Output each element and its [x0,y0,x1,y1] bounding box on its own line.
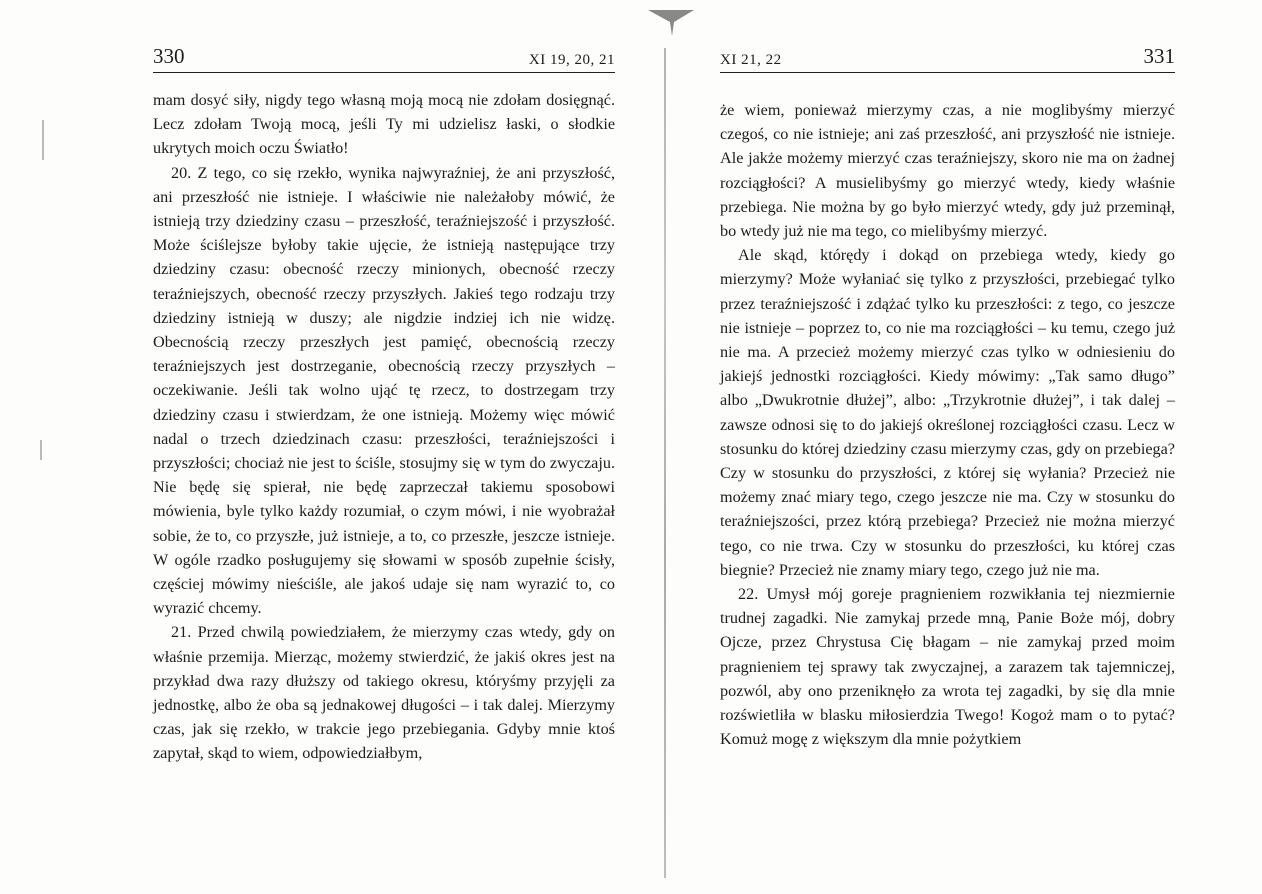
paragraph: mam dosyć siły, nigdy tego własną moją mocą nie zdołam dosięgnąć. Lecz zdołam Twoją mocą, jeśli Ty mi udzielisz łaski, o słodkie ukrytych moich oczu Światło! [153,91,615,158]
header-rule [153,72,615,73]
running-head: XI 19, 20, 21 [528,52,615,68]
scan-artifact [40,440,42,460]
left-page-body [153,88,615,766]
right-page-header [720,44,1175,74]
paragraph: Ale skąd, którędy i dokąd on przebiega wtedy, kiedy go mierzymy? Może wyłaniać się tylko z przyszłości, przebiegać tylko przez teraźniejszość i zdążać tylko ku przeszłości: z tego, co jeszcze nie istnieje – poprzez to, co nie ma rozciągłości – ku temu, czego już nie ma. A przecież możemy mierzyć czas tylko w odniesieniu do jakiejś jednostki rozciągłości. Kiedy mówimy: „Tak samo długo” albo „Dwukrotnie dłużej”, albo: „Trzykrotnie dłużej”, i tak dalej – zawsze odnosi się to do jakiejś określonej rozciągłości czasu. Lecz w stosunku do której dziedziny czasu mierzymy czas, gdy on przebiega? Czy w stosunku do przyszłości, z której się wyłania? Przecież nie możemy znać miary tego, czego jeszcze nie ma. Czy w stosunku do teraźniejszości, przez którą przebiega? Przecież nie można mierzyć tego, co nie trwa. Czy w stosunku do przeszłości, ku której czas biegnie? Przecież nie znamy miary tego, czego już nie ma. [720,246,1175,579]
running-head: XI 21, 22 [720,52,782,68]
left-page-header [153,44,615,74]
scan-artifact [42,120,44,160]
page-number: 330 [153,44,185,68]
binding-mark [646,8,696,38]
page-number: 331 [1143,44,1175,68]
right-page-body [720,98,1175,751]
paragraph: 22. Umysł mój goreje pragnieniem rozwikłania tej niezmiernie trudnej zagadki. Nie zamykaj przede mną, Panie Boże mój, dobry Ojcze, przez Chrystusa Cię błagam – nie zamykaj przed moim pragnieniem tej sprawy tak zwyczajnej, a zarazem tak tajemniczej, pozwól, aby ono przeniknęło za wrota tej zagadki, by się dla mnie rozświetliła w blasku miłosierdzia Twego! Kogoż mam o to pytać? Komuż mogę z większym dla mnie pożytkiem [720,585,1175,749]
header-rule [720,72,1175,73]
paragraph: 21. Przed chwilą powiedziałem, że mierzymy czas wtedy, gdy on właśnie przemija. Mierząc, możemy stwierdzić, że jakiś okres jest na przykład dwa razy dłuższy od takiego okresu, któryśmy przyjęli za jednostkę, albo że oba są jednakowej długości – i tak dalej. Mierzymy czas, jak się rzekło, w trakcie jego przebiegania. Gdyby mnie ktoś zapytał, skąd to wiem, odpowiedziałbym, [153,623,615,763]
paragraph: 20. Z tego, co się rzekło, wynika najwyraźniej, że ani przyszłość, ani przeszłość nie istnieje. I właściwie nie należałoby mówić, że istnieją trzy dziedziny czasu – przeszłość, teraźniejszość i przyszłość. Może ściślejsze byłoby takie ujęcie, że istnieją następujące trzy dziedziny czasu: obecność rzeczy minionych, obecność rzeczy teraźniejszych, obecność rzeczy przyszłych. Jakieś tego rodzaju trzy dziedziny istnieją w duszy; ale nigdzie indziej ich nie widzę. Obecnością rzeczy przeszłych jest pamięć, obecnością rzeczy teraźniejszych jest dostrzeganie, obecnością rzeczy przyszłych – oczekiwanie. Jeśli tak wolno ująć tę rzecz, to dostrzegam trzy dziedziny czasu i stwierdzam, że one istnieją. Możemy więc mówić nadal o trzech dziedzinach czasu: przeszłości, teraźniejszości i przyszłości; chociaż nie jest to ściśle, stosujmy się w tym do zwyczaju. Nie będę się spierał, nie będę zaprzeczał takiemu sposobowi mówienia, byle tylko każdy rozumiał, o czym mówi, i nie wyobrażał sobie, że to, co przyszłe, już istnieje, a to, co przeszłe, jeszcze istnieje. W ogóle rzadko posługujemy się słowami w sposób zupełnie ścisły, częściej mówimy nieściśle, ale jakoś udaje się nam wyrazić to, co wyrazić chcemy. [153,163,615,618]
right-page [720,0,1175,894]
paragraph: że wiem, ponieważ mierzymy czas, a nie moglibyśmy mierzyć czegoś, co nie istnieje; ani zaś przeszłość, ani przyszłość nie istnieje. Ale jakże możemy mierzyć czas teraźniejszy, skoro nie ma on żadnej rozciągłości? A musielibyśmy go mierzyć wtedy, kiedy właśnie przebiega. Nie można by go było mierzyć wtedy, gdy już przeminął, bo wtedy już nie ma tego, co mielibyśmy mierzyć. [720,101,1175,241]
left-page [153,0,615,894]
book-gutter [664,48,666,878]
